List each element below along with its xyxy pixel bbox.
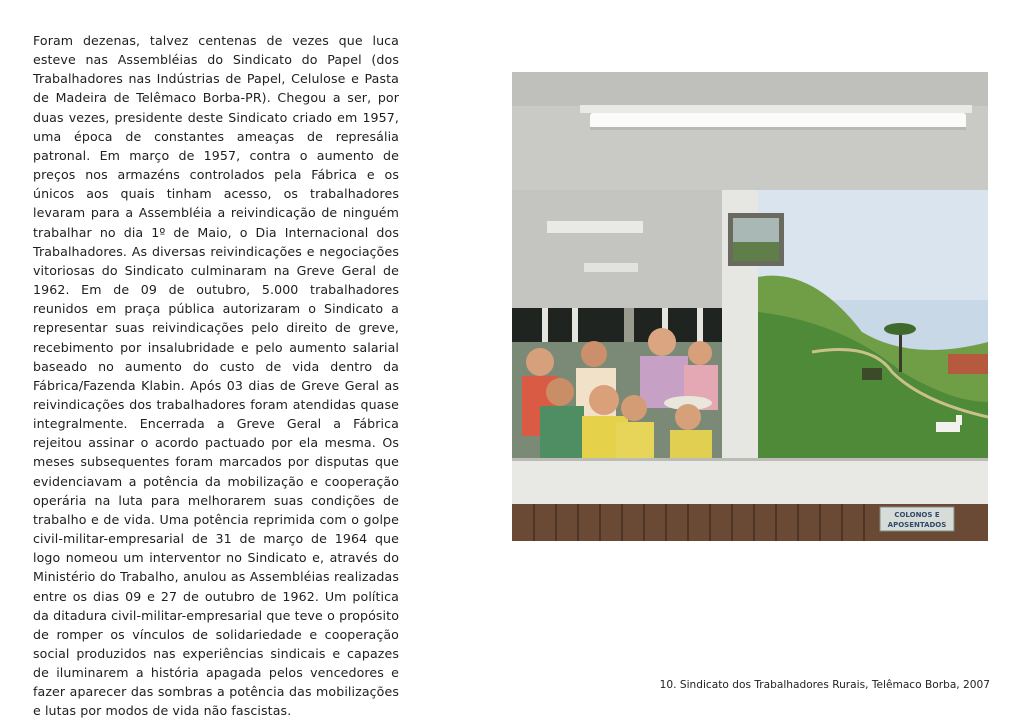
photograph	[512, 72, 988, 541]
svg-text:COLONOS E: COLONOS E	[894, 511, 940, 519]
svg-text:APOSENTADOS: APOSENTADOS	[887, 521, 947, 529]
mural-photo	[512, 72, 988, 541]
figure-caption: 10. Sindicato dos Trabalhadores Rurais, Telêmaco Borba, 2007	[659, 679, 990, 691]
body-text: Foram dezenas, talvez centenas de vezes que luca esteve nas Assembléias do Sindicato do Papel (dos Trabalhadores nas Indústrias de Papel, Celulose e Pasta de Madeira de Telêmaco Borba-PR). Chegou a ser, por duas vezes, presidente deste Sindicato criado em 1957, uma época de constantes ameaças de represália patronal. Em março de 1957, contra o aumento de preços nos armazéns controlados pela Fábrica e os únicos aos quais tinham acesso, os trabalhadores levaram para a Assembléia a reivindicação de ninguém trabalhar no dia 1º de Maio, o Dia Internacional dos Trabalhadores. As diversas reivindicações e negociações vitoriosas do Sindicato culminaram na Greve Geral de 1962. Em de 09 de outubro, 5.000 trabalhadores reunidos em praça pública autorizaram o Sindicato a representar suas reivindicações pelo direito de greve, recebimento por insalubridade e pelo aumento salarial baseado no aumento do custo de vida dentro da Fábrica/Fazenda Klabin. Após 03 dias de Greve Geral as reivindicações dos trabalhadores foram atendidas quase integralmente. Encerrada a Greve Geral a Fábrica rejeitou assinar o acordo pactuado por ela mesma. Os meses subsequentes foram marcados por disputas que evidenciavam a potência da mobilização e cooperação operária na luta para melhorarem suas condições de trabalho e de vida. Uma potência reprimida com o golpe civil-militar-empresarial de 31 de março de 1964 que logo nomeou um interventor no Sindicato e, através do Ministério do Trabalho, anulou as Assembléias realizadas entre os dias 09 e 27 de outubro de 1962. Um política da ditadura civil-militar-empresarial que teve o propósito de romper os vínculos de solidariedade e cooperação social produzidos nas experiências sindicais e capazes de iluminarem a história apagada pelos vencedores e fazer aparecer das sombras a potência das mobilizações e lutas por modos de vida não fascistas.	[33, 33, 399, 719]
